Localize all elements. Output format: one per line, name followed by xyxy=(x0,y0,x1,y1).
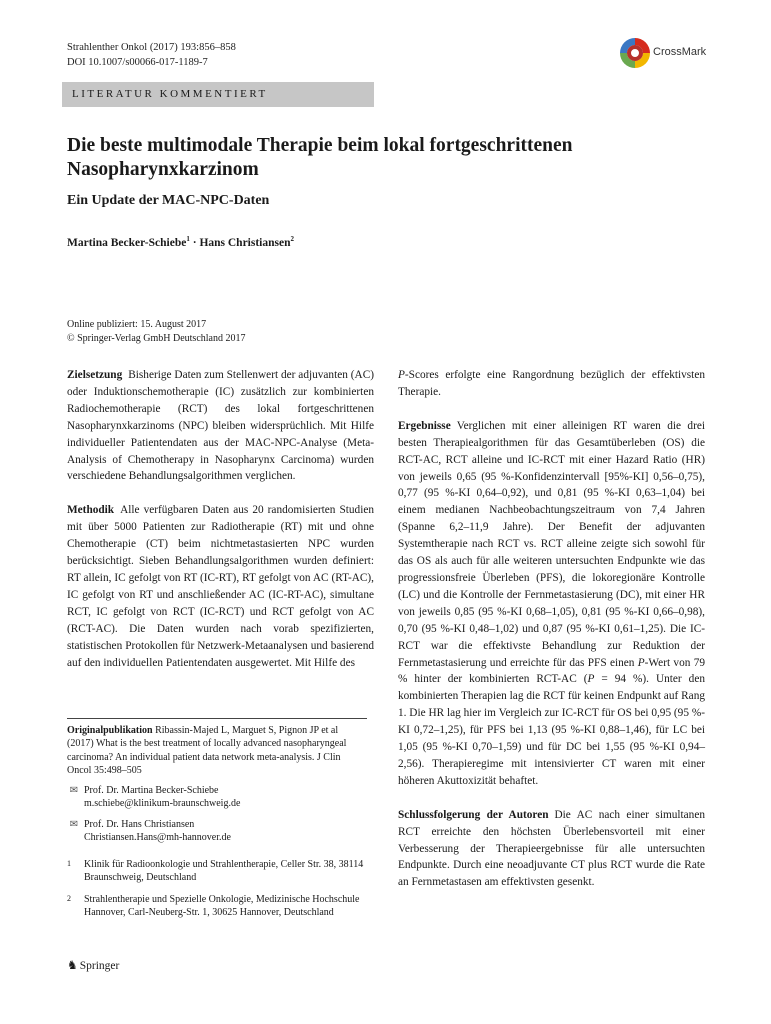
publication-info xyxy=(67,318,245,346)
online-date: Online publiziert: 15. August 2017 xyxy=(67,319,207,330)
affiliation-entry xyxy=(67,893,372,920)
springer-horse-icon: ♞ xyxy=(67,958,78,972)
author-name: Martina Becker-Schiebe xyxy=(67,236,187,249)
contact-entry xyxy=(67,818,367,845)
original-publication-text: Ribassin-Majed L, Marguet S, Pignon JP et al (2017) What is the best treatment of locally advanced nasopharyngeal carcinoma? An individual patient data network meta-analysis. J Clin Oncol 35:498–505 xyxy=(67,725,347,777)
contact-name: Prof. Dr. Hans Christiansen xyxy=(84,819,195,830)
italic-p: P xyxy=(637,656,645,669)
author-affiliation-ref: 1 xyxy=(186,235,190,243)
crossmark-badge[interactable] xyxy=(620,38,715,72)
crossmark-icon xyxy=(620,38,650,68)
section-banner: LITERATUR KOMMENTIERT xyxy=(62,82,374,107)
section-heading: Methodik xyxy=(67,504,115,517)
contact-email[interactable]: m.schiebe@klinikum-braunschweig.de xyxy=(84,798,241,810)
doi[interactable]: DOI 10.1007/s00066-017-1189-7 xyxy=(67,57,208,68)
right-column xyxy=(398,367,705,908)
section-text: Bisherige Daten zum Stellenwert der adjuvanten (AC) oder Induktionschemotherapie (IC) zusätzlich zur kombinierten Radiochemotherapie (RCT) des lokal fortgeschrittenen Nasopharynxkarzinoms (NPC) bleiben widersprüchlich. Mit Hilfe individueller Patientendaten aus der MAC-NPC-Analyse (Meta-Analysis of Chemotherapy in Nasopharynx Carcinoma) wurden verschiedene Behandlungsalgorithmen verglichen. xyxy=(67,369,374,483)
contact-name: Prof. Dr. Martina Becker-Schiebe xyxy=(84,785,219,796)
affiliation-number: 1 xyxy=(67,859,71,868)
italic-p: P xyxy=(398,369,405,381)
copyright: © Springer-Verlag GmbH Deutschland 2017 xyxy=(67,333,246,344)
journal-citation: Strahlenther Onkol (2017) 193:856–858 xyxy=(67,42,236,53)
section-text: Die AC nach einer simultanen RCT erreichte den höchsten Überlebensvorteil mit einer Verbesserung der Therapieergebnisse für alle untersuchten Endpunkte. Durch eine neoadjuvante CT plus RCT wurde die Rate an Fernmetastasen am effektivsten gesenkt. xyxy=(398,808,705,889)
crossmark-label: CrossMark xyxy=(653,46,707,58)
publisher-name: Springer xyxy=(79,960,120,972)
publisher-footer xyxy=(67,958,119,972)
envelope-icon: ✉ xyxy=(69,819,79,830)
section-heading: Zielsetzung xyxy=(67,369,123,381)
left-column xyxy=(67,367,374,688)
journal-header xyxy=(67,40,236,70)
author-separator: · xyxy=(189,236,200,249)
section-ergebnisse xyxy=(398,418,705,790)
section-heading: Schlussfolgerung der Autoren xyxy=(398,808,549,821)
section-schlussfolgerung xyxy=(398,807,705,892)
divider xyxy=(67,718,367,719)
author-list xyxy=(67,235,294,249)
section-text: -Wert von 79 % hinter der kombinierten RCT-AC ( xyxy=(398,656,705,686)
contact-entry xyxy=(67,784,367,811)
original-publication-label: Originalpublikation xyxy=(67,725,153,736)
italic-p: P xyxy=(587,673,595,686)
article-title: Die beste multimodale Therapie beim lokal fortgeschrittenen Nasopharynxkarzinom xyxy=(67,135,573,180)
section-text: -Scores erfolgte eine Rangordnung bezüglich der effektivsten Therapie. xyxy=(398,369,705,398)
section-text: Alle verfügbaren Daten aus 20 randomisierten Studien mit über 5000 Patienten zur Radiotherapie (RT) mit und ohne Chemotherapie (CT) beim nichtmetastasierten NPC wurden berücksichtigt. Sieben Behandlungsalgorithmen wurden definiert: RT allein, IC gefolgt von RT (IC-RT), RT gefolgt von AC (RT-AC), IC gefolgt von RT und anschließender AC (IC-RT-AC), simultane RCT, IC gefolgt von RCT (IC-RCT) und RCT gefolgt von AC (RCT-AC). Die Daten wurden nach vorab spezifizierten, statistischen Protokollen für Netzwerk-Metaanalysen und basierend auf den individuellen Patientendaten ausgewertet. Mit Hilfe des xyxy=(67,504,374,669)
envelope-icon: ✉ xyxy=(69,785,79,796)
original-publication xyxy=(67,724,367,778)
section-heading: Ergebnisse xyxy=(398,419,451,432)
affiliation-number: 2 xyxy=(67,894,71,903)
section-text: Verglichen mit einer alleinigen RT waren die drei besten Therapiealgorithmen für das Gesamtüberleben (OS) die RCT-AC, RCT alleine und IC-RCT mit einer Hazard Ratio (HR) von jeweils 0,65 (95 %-Konfidenzintervall [95%-KI] 0,56–0,75), 0,77 (95 %-KI 0,64–0,92), und 0,81 (95 %-KI 0,63–1,04) bei einem medianen Nachbeobachtungszeitraum von 7,4 Jahren (Spanne 6,2–11,9 Jahre). Der Benefit der adjuvanten Systemtherapie nach RCT vs. RCT alleine zeigte sich sowohl für das OS als auch für alle weiteren untersuchten Endpunkte wie das progressionsfreie Überleben (PFS), die lokoregionäre Kontrolle (LC) und die Kontrolle der Fernmetastasierung (DC), mit einer HR von jeweils 0,85 (95 %-KI 0,68–1,05), 0,81 (95 %-KI 0,66–0,98), 0,70 (95 %-KI 0,48–1,02) und 0,87 (95 %-KI 0,61–1,25). Die IC-RCT war die effektivste Behandlung zur Reduktion der Fernmetastasierung und erreichte für das PFS einen xyxy=(398,419,705,669)
affiliation-entry xyxy=(67,858,372,885)
author-name: Hans Christiansen xyxy=(199,236,291,249)
section-text: = 94 %). Unter den kombinierten Therapien lag die RCT für keinen Endpunkt auf Rang 1. Die HR lag hier im Vergleich zur IC-RCT für OS bei 0,95 (95 %-KI 0,72–1,25), für PFS bei 1,13 (95 %-KI 0,88–1,46), für LC bei 1,05 (95 %-KI 0,70–1,59) und für DC bei 1,55 (95 %-KI 0,94–2,56). Therapieregime mit intensivierter CT waren mit einer höheren Akuttoxizität behaftet. xyxy=(398,673,705,787)
author-affiliation-ref: 2 xyxy=(290,235,294,243)
contact-email[interactable]: Christiansen.Hans@mh-hannover.de xyxy=(84,832,231,844)
affiliation-text: Klinik für Radioonkologie und Strahlentherapie, Celler Str. 38, 38114 Braunschweig, Deutschland xyxy=(84,859,364,884)
affiliation-text: Strahlentherapie und Spezielle Onkologie, Medizinische Hochschule Hannover, Carl-Neuberg-Str. 1, 30625 Hannover, Deutschland xyxy=(84,894,360,919)
article-subtitle: Ein Update der MAC-NPC-Daten xyxy=(67,193,270,208)
section-methodik xyxy=(67,502,374,671)
methodik-continuation xyxy=(398,367,705,401)
section-zielsetzung xyxy=(67,367,374,485)
